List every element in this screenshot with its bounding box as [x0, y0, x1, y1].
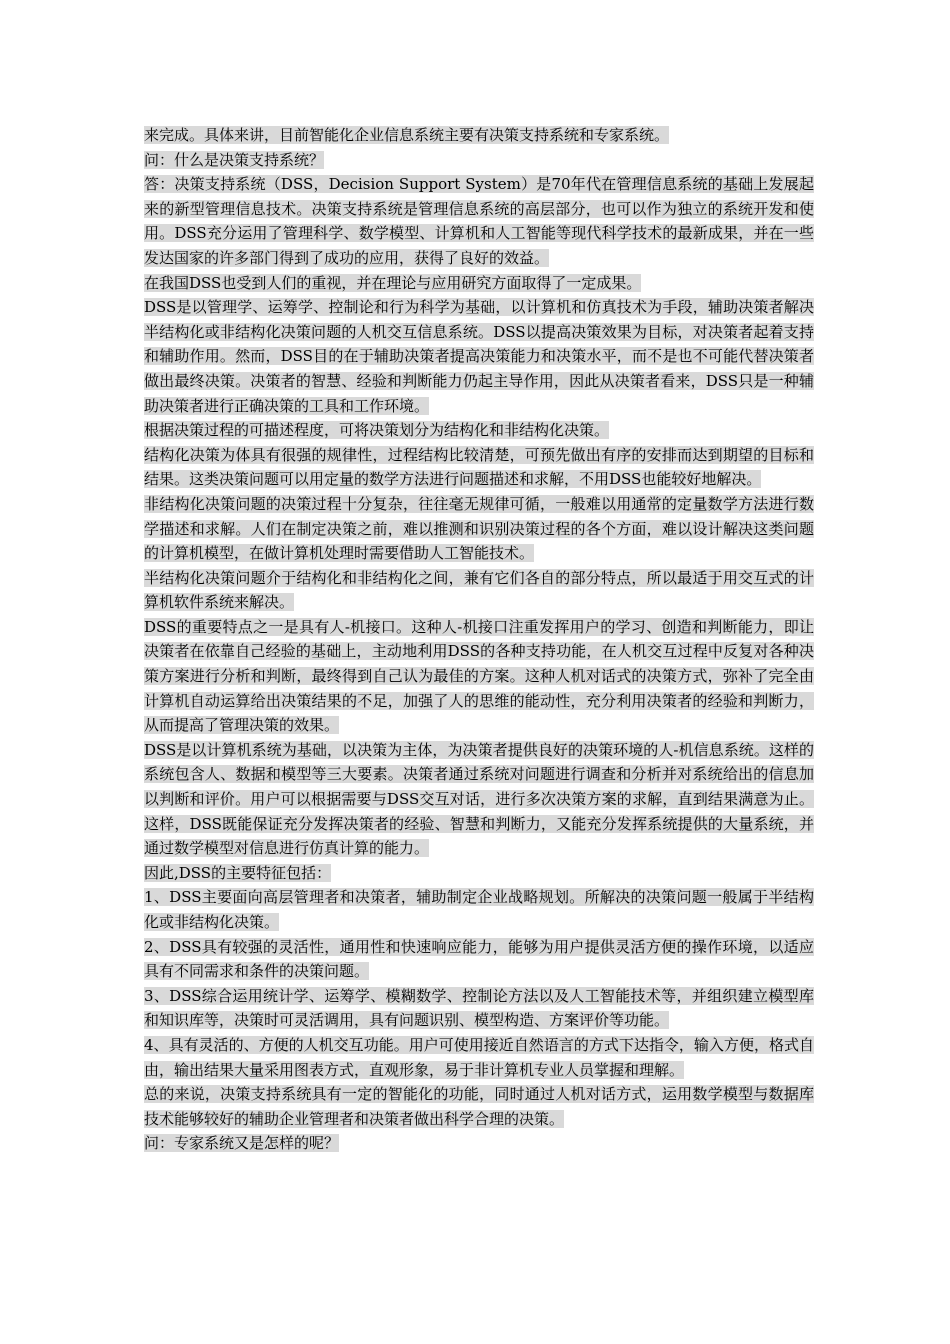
paragraph-text: 4、具有灵活的、方便的人机交互功能。用户可使用接近自然语言的方式下达指令，输入方便，格式自由，输出结果大量采用图表方式，直观形象，易于非计算机专业人员掌握和理解。 [144, 1035, 814, 1079]
paragraph-text: 1、DSS主要面向高层管理者和决策者，辅助制定企业战略规划。所解决的决策问题一般属于半结构化或非结构化决策。 [144, 888, 814, 931]
paragraph-text: 3、DSS综合运用统计学、运筹学、模糊数学、控制论方法以及人工智能技术等，并组织建立模型库和知识库等，决策时可灵活调用，具有问题识别、模型构造、方案评价等功能。 [144, 986, 814, 1030]
paragraph [144, 738, 814, 861]
list-item [144, 935, 814, 984]
paragraph [144, 172, 814, 270]
paragraph-text: 2、DSS具有较强的灵活性，通用性和快速响应能力，能够为用户提供灵活方便的操作环境，以适应具有不同需求和条件的决策问题。 [144, 937, 814, 981]
list-item [144, 1033, 814, 1082]
paragraph [144, 271, 814, 296]
paragraph [144, 418, 814, 443]
paragraph-text: 非结构化决策问题的决策过程十分复杂，往往毫无规律可循，一般难以用通常的定量数学方法进行数学描述和求解。人们在制定决策之前，难以推测和识别决策过程的各个方面，难以设计解决这类问题的计算机模型，在做计算机处理时需要借助人工智能技术。 [144, 494, 814, 563]
paragraph [144, 443, 814, 492]
paragraph [144, 492, 814, 566]
paragraph [144, 615, 814, 738]
paragraph-text: 根据决策过程的可描述程度，可将决策划分为结构化和非结构化决策。 [144, 421, 610, 440]
paragraph-text: 总的来说，决策支持系统具有一定的智能化的功能，同时通过人机对话方式，运用数学模型与数据库技术能够较好的辅助企业管理者和决策者做出科学合理的决策。 [144, 1085, 814, 1128]
question-heading [144, 1131, 814, 1156]
paragraph [144, 123, 814, 148]
paragraph [144, 566, 814, 615]
paragraph-text: DSS是以计算机系统为基础，以决策为主体，为决策者提供良好的决策环境的人-机信息系统。这样的系统包含人、数据和模型等三大要素。决策者通过系统对问题进行调查和分析并对系统给出的信息加以判断和评价。用户可以根据需要与DSS交互对话，进行多次决策方案的求解，直到结果满意为止。这样，DSS既能保证充分发挥决策者的经验、智慧和判断力，又能充分发挥系统提供的大量系统，并通过数学模型对信息进行仿真计算的能力。 [144, 740, 814, 858]
paragraph [144, 295, 814, 418]
paragraph-text: 答：决策支持系统（DSS，Decision Support System）是70年代在管理信息系统的基础上发展起来的新型管理信息技术。决策支持系统是管理信息系统的高层部分，也可以作为独立的系统开发和使用。DSS充分运用了管理科学、数学模型、计算机和人工智能等现代科学技术的最新成果，并在一些发达国家的许多部门得到了成功的应用，获得了良好的效益。 [144, 175, 814, 267]
paragraph [144, 861, 814, 886]
paragraph-text: 半结构化决策问题介于结构化和非结构化之间，兼有它们各自的部分特点，所以最适于用交互式的计算机软件系统来解决。 [144, 568, 814, 612]
paragraph-text: DSS是以管理学、运筹学、控制论和行为科学为基础，以计算机和仿真技术为手段，辅助决策者解决半结构化或非结构化决策问题的人机交互信息系统。DSS以提高决策效果为目标，对决策者起着支持和辅助作用。然而，DSS目的在于辅助决策者提高决策能力和决策水平，而不是也不可能代替决策者做出最终决策。决策者的智慧、经验和判断能力仍起主导作用，因此从决策者看来，DSS只是一种辅助决策者进行正确决策的工具和工作环境。 [144, 298, 814, 415]
document-body [144, 123, 814, 1156]
paragraph-text: DSS的重要特点之一是具有人-机接口。这种人-机接口注重发挥用户的学习、创造和判断能力，即让决策者在依靠自己经验的基础上，主动地利用DSS的各种支持功能，在人机交互过程中反复对各种决策方案进行分析和判断，最终得到自己认为最佳的方案。这种人机对话式的决策方式，弥补了完全由计算机自动运算给出决策结果的不足，加强了人的思维的能动性，充分利用决策者的经验和判断力，从而提高了管理决策的效果。 [144, 617, 814, 735]
paragraph-text: 在我国DSS也受到人们的重视，并在理论与应用研究方面取得了一定成果。 [144, 273, 642, 292]
list-item [144, 885, 814, 934]
paragraph-text: 来完成。具体来讲，目前智能化企业信息系统主要有决策支持系统和专家系统。 [144, 126, 670, 144]
paragraph [144, 1082, 814, 1131]
paragraph-text: 因此,DSS的主要特征包括： [144, 863, 332, 882]
paragraph-text: 结构化决策为体具有很强的规律性，过程结构比较清楚，可预先做出有序的安排而达到期望的目标和结果。这类决策问题可以用定量的数学方法进行问题描述和求解，不用DSS也能较好地解决。 [144, 445, 814, 489]
question-heading [144, 148, 814, 173]
paragraph-text: 问：什么是决策支持系统？ [144, 150, 325, 169]
paragraph-text: 问：专家系统又是怎样的呢？ [144, 1134, 340, 1153]
list-item [144, 984, 814, 1033]
